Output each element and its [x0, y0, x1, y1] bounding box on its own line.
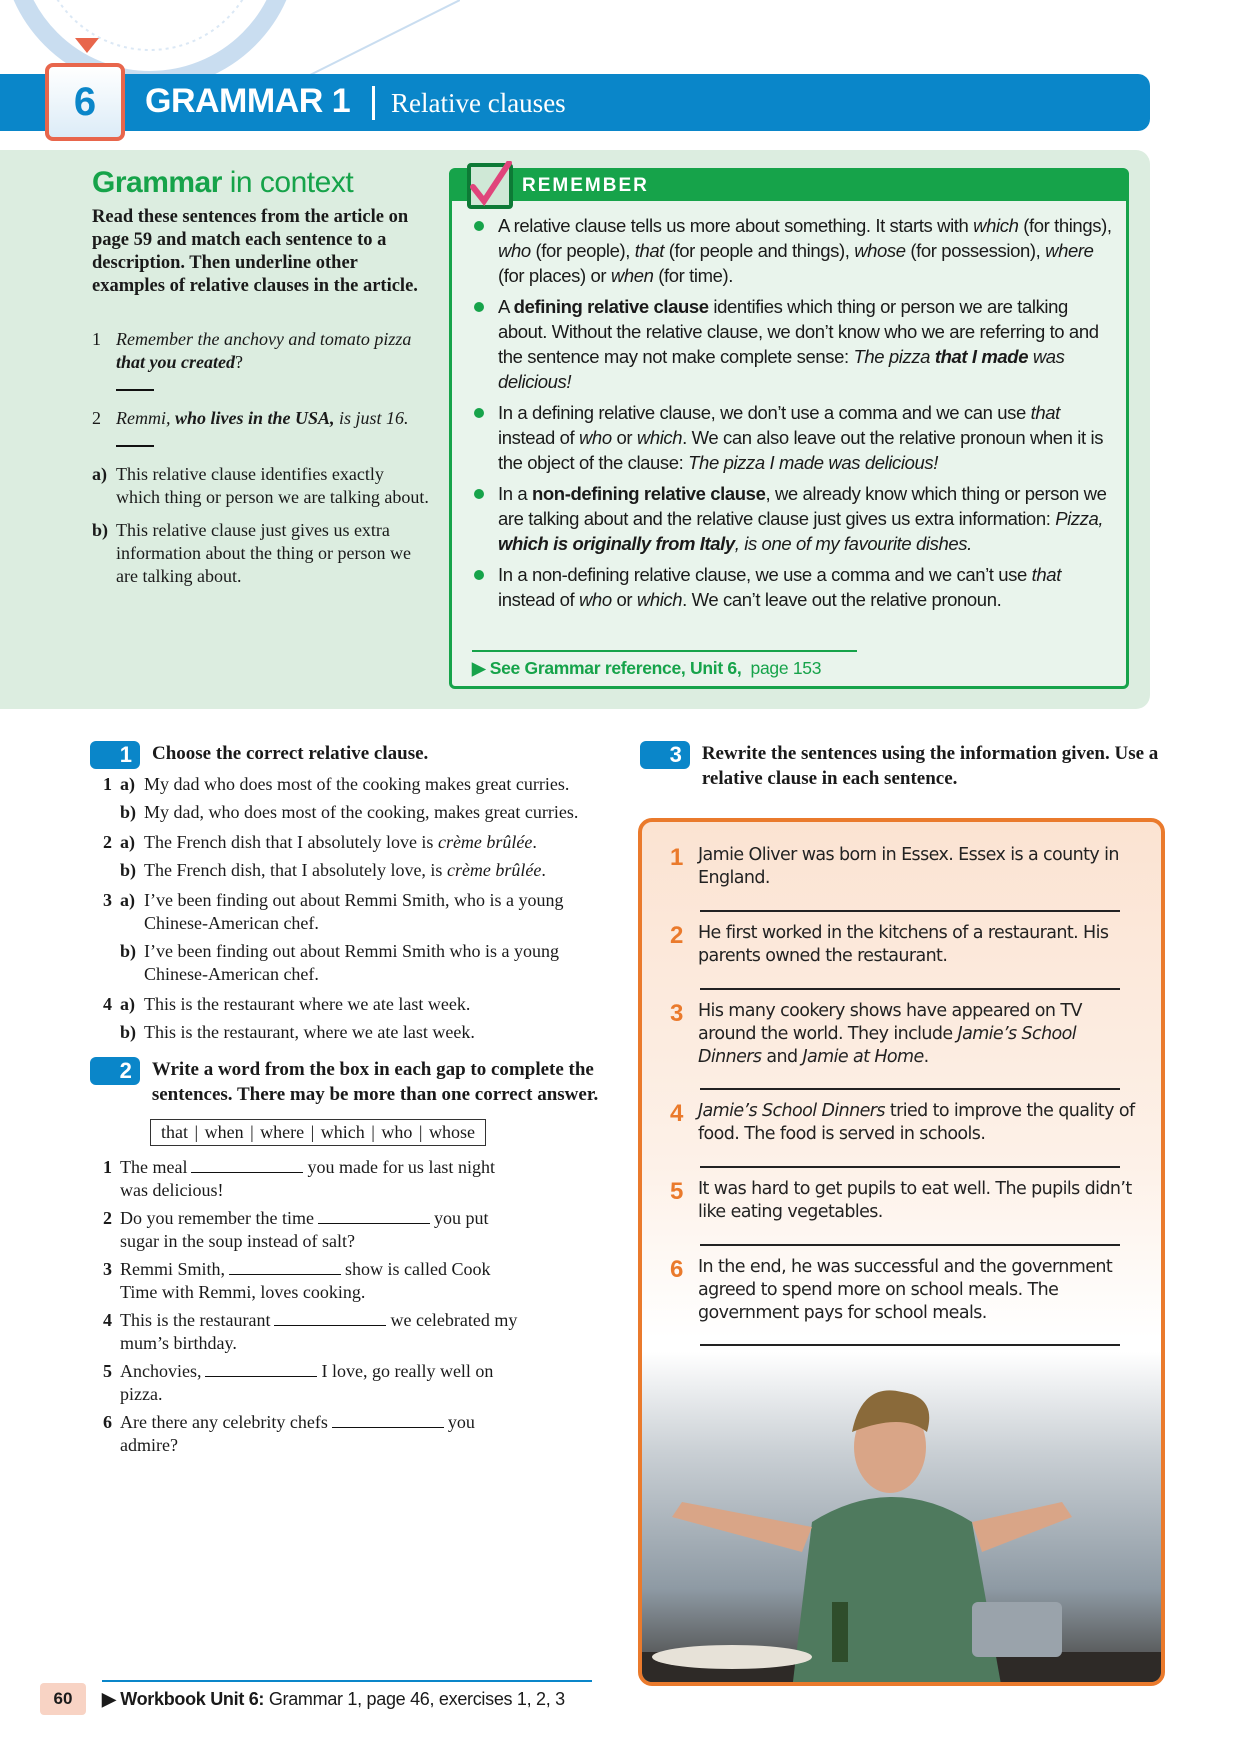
- emphasis-text: Jamie at Home: [802, 1047, 924, 1067]
- item-number: 2: [670, 922, 683, 949]
- option-label: a): [120, 774, 135, 794]
- answer-gap[interactable]: [318, 1210, 430, 1224]
- text-segment: This is the restaurant, where we ate last week.: [144, 1022, 475, 1042]
- rich-text: [498, 294, 1112, 394]
- emphasis-text: who lives in the USA,: [174, 408, 335, 428]
- emphasis-text: was delicious!: [498, 346, 1065, 392]
- emphasis-text: that: [1030, 402, 1060, 423]
- emphasis-text: who: [578, 427, 612, 448]
- rich-text: [498, 400, 1112, 475]
- rich-text: [144, 831, 537, 854]
- emphasis-text: that: [1031, 564, 1061, 585]
- option-label: a): [120, 890, 135, 910]
- rich-text: [698, 1100, 1140, 1146]
- item-number: 5: [670, 1178, 683, 1205]
- emphasis-text: Remember the anchovy and tomato pizza: [116, 329, 412, 349]
- option-label: a): [120, 832, 135, 852]
- answer-line[interactable]: [700, 1244, 1120, 1246]
- context-items: [92, 328, 432, 598]
- remember-bullet: [472, 481, 1112, 556]
- gap-fill-question: [90, 1411, 610, 1457]
- context-title-bold: Grammar: [92, 166, 222, 199]
- answer-option[interactable]: [120, 1021, 475, 1044]
- emphasis-text: crème brûlée: [446, 860, 542, 880]
- answer-blank[interactable]: [116, 433, 154, 447]
- emphasis-text: crème brûlée: [437, 832, 533, 852]
- answer-gap[interactable]: [205, 1363, 317, 1377]
- answer-line[interactable]: [700, 1166, 1120, 1168]
- item-number: 2: [92, 408, 101, 428]
- emphasis-text: Jamie’s School Dinners: [698, 1024, 1077, 1067]
- text-segment: Jamie Oliver was born in Essex. Essex is a county in England.: [698, 845, 1119, 888]
- text-segment: (for things),: [1018, 215, 1112, 236]
- context-title-rest: in context: [221, 166, 354, 199]
- emphasis-text: who: [578, 589, 612, 610]
- rich-text: [144, 889, 610, 935]
- text-segment: (for people and things),: [664, 240, 855, 261]
- emphasis-text: The pizza I made was delicious!: [688, 452, 938, 473]
- exercise-instruction: Write a word from the box in each gap to complete the sentences. There may be more than one correct answer.: [151, 1059, 599, 1105]
- rich-text: [144, 1021, 475, 1044]
- emphasis-text: which: [973, 215, 1019, 236]
- sentence-end: we celebrated my mum’s birthday.: [120, 1310, 518, 1353]
- chef-photo: [642, 1352, 1161, 1686]
- bullet-icon: [474, 570, 484, 580]
- sentence-start: The meal: [120, 1157, 188, 1177]
- text-segment: . We can’t leave out the relative pronoun.: [682, 589, 1002, 610]
- rich-text: [144, 993, 470, 1016]
- question-number: 1: [103, 774, 112, 794]
- emphasis-text: Remmi,: [116, 408, 175, 428]
- answer-option[interactable]: [120, 801, 578, 824]
- rich-text: [498, 562, 1112, 612]
- page-title: GRAMMAR 1: [145, 82, 351, 120]
- remember-bullets: [472, 213, 1112, 618]
- rewrite-item: [670, 1256, 1140, 1325]
- remember-bullet: [472, 294, 1112, 394]
- sentence-start: Remmi Smith,: [120, 1259, 226, 1279]
- exercise-number: 2: [90, 1057, 140, 1085]
- emphasis-text: which is originally from Italy: [498, 533, 735, 554]
- context-sentence: [92, 407, 432, 453]
- text-segment: I’ve been finding out about Remmi Smith, who is a young Chinese-American chef.: [144, 890, 564, 933]
- rich-text: [144, 773, 569, 796]
- question-number: 2: [103, 832, 112, 852]
- answer-option[interactable]: [120, 993, 475, 1016]
- item-number: 4: [670, 1100, 683, 1127]
- exercise-number: 3: [640, 741, 690, 769]
- sentence-start: Are there any celebrity chefs: [120, 1412, 328, 1432]
- bullet-icon: [474, 302, 484, 312]
- bullet-icon: [474, 489, 484, 499]
- divider: [472, 650, 857, 652]
- remember-box: [449, 168, 1129, 689]
- description-text: This relative clause identifies exactly which thing or person we are talking about.: [116, 464, 429, 507]
- footer-divider: [102, 1680, 592, 1682]
- text-segment: In a: [498, 483, 532, 504]
- text-segment: The French dish that I absolutely love is: [144, 832, 438, 852]
- emphasis-text: when: [610, 265, 654, 286]
- text-segment: or: [611, 427, 637, 448]
- question-number: 5: [103, 1361, 112, 1381]
- emphasis-text: that you created: [116, 352, 235, 372]
- exercise-number: 1: [90, 741, 140, 769]
- gap-fill-question: [90, 1360, 610, 1406]
- answer-option[interactable]: [120, 831, 546, 854]
- play-arrow-icon: ▶: [472, 658, 490, 678]
- gap-fill-question: [90, 1207, 610, 1253]
- answer-gap[interactable]: [332, 1414, 444, 1428]
- options: [120, 831, 546, 887]
- answer-line[interactable]: [700, 1088, 1120, 1090]
- sentence-end: I love, go really well on pizza.: [120, 1361, 494, 1404]
- question: [90, 993, 610, 1049]
- description-label: a): [92, 464, 107, 484]
- description-label: b): [92, 520, 109, 540]
- question: [90, 773, 610, 829]
- emphasis-text: whose: [854, 240, 906, 261]
- emphasis-text: where: [1045, 240, 1094, 261]
- rich-text: [144, 859, 546, 882]
- text-segment: , we already know which thing or person we are talking about and the relative clause just gives us extra information:: [498, 483, 1107, 529]
- text-segment: I’ve been finding out about Remmi Smith who is a young Chinese-American chef.: [144, 941, 559, 984]
- sentence-start: Anchovies,: [120, 1361, 202, 1381]
- word-box: that | when | where | which | who | whose: [150, 1119, 486, 1146]
- gap-fill-question: [90, 1258, 610, 1304]
- text-segment: (for places) or: [498, 265, 611, 286]
- question-number: 3: [103, 1259, 112, 1279]
- emphasis-text: non-defining relative clause: [532, 483, 766, 504]
- remember-bullet: [472, 400, 1112, 475]
- context-instructions: Read these sentences from the article on page 59 and match each sentence to a description. Then underline other examples of relative clauses in the article.: [92, 207, 418, 296]
- page-number: 60: [40, 1683, 86, 1715]
- item-number: 6: [670, 1256, 683, 1283]
- options: [120, 993, 475, 1049]
- emphasis-text: The pizza: [853, 346, 935, 367]
- option-label: a): [120, 994, 135, 1014]
- play-arrow-icon: ▶: [102, 1689, 121, 1709]
- answer-gap[interactable]: [229, 1261, 341, 1275]
- rich-text: [116, 329, 411, 372]
- context-title: [92, 166, 353, 200]
- sentence-start: Do you remember the time: [120, 1208, 314, 1228]
- text-segment: He first worked in the kitchens of a restaurant. His parents owned the restaurant.: [698, 923, 1109, 966]
- text-segment: (for people),: [530, 240, 635, 261]
- bullet-icon: [474, 408, 484, 418]
- item-number: 3: [670, 1000, 683, 1027]
- question-number: 1: [103, 1157, 112, 1177]
- answer-option[interactable]: [120, 889, 610, 935]
- text-segment: His many cookery shows have appeared on TV around the world. They include: [698, 1001, 1082, 1044]
- option-label: b): [120, 802, 137, 822]
- sentence-end: you admire?: [120, 1412, 475, 1455]
- page-subtitle: Relative clauses: [391, 88, 566, 118]
- gap-fill-question: [90, 1156, 610, 1202]
- emphasis-text: which: [636, 589, 683, 610]
- item-number: 1: [670, 844, 683, 871]
- text-segment: My dad who does most of the cooking makes great curries.: [144, 774, 570, 794]
- emphasis-text: Jamie’s School Dinners: [698, 1101, 885, 1121]
- question-number: 4: [103, 994, 112, 1014]
- text-segment: This is the restaurant where we ate last week.: [144, 994, 471, 1014]
- option-label: b): [120, 860, 137, 880]
- emphasis-text: is just 16.: [334, 408, 409, 428]
- workbook-detail: Grammar 1, page 46, exercises 1, 2, 3: [264, 1689, 565, 1709]
- rewrite-item: [670, 844, 1140, 890]
- question-number: 6: [103, 1412, 112, 1432]
- rich-text: [144, 940, 610, 986]
- emphasis-text: that: [634, 240, 665, 261]
- answer-option[interactable]: [120, 773, 578, 796]
- grammar-reference-link[interactable]: [472, 658, 821, 679]
- question-number: 4: [103, 1310, 112, 1330]
- text-segment: In the end, he was successful and the government agreed to spend more on school meals. The government pays for school meals.: [698, 1257, 1113, 1323]
- options: [120, 773, 578, 829]
- unit-number: 6: [45, 63, 125, 141]
- description: [92, 463, 432, 509]
- text-segment: identifies which thing or person we are talking about. Without the relative clause, we don’t know who we are referring to and the sentence may not make complete sense:: [498, 296, 1099, 367]
- rich-text: [698, 1256, 1140, 1325]
- answer-line[interactable]: [700, 988, 1120, 990]
- answer-option[interactable]: [120, 940, 610, 986]
- text-segment: (for possession),: [905, 240, 1046, 261]
- option-label: b): [120, 941, 137, 961]
- text-segment: or: [611, 589, 637, 610]
- answer-line[interactable]: [700, 1344, 1120, 1346]
- link-label: See Grammar reference, Unit 6,: [489, 658, 742, 678]
- rich-text: [698, 922, 1140, 968]
- title-divider: [372, 86, 375, 120]
- workbook-reference: [102, 1689, 565, 1710]
- rich-text: [698, 1178, 1140, 1224]
- exercise-instruction: Choose the correct relative clause.: [152, 743, 429, 764]
- emphasis-text: , is one of my favourite dishes.: [734, 533, 972, 554]
- rewrite-item: [670, 1100, 1140, 1146]
- rewrite-box: [638, 818, 1165, 1686]
- rich-text: [498, 481, 1112, 556]
- text-segment: In a defining relative clause, we don’t use a comma and we can use: [498, 402, 1031, 423]
- rich-text: [698, 844, 1140, 890]
- option-label: b): [120, 1022, 137, 1042]
- rich-text: [116, 408, 409, 428]
- emphasis-text: Pizza,: [1055, 508, 1104, 529]
- question: [90, 889, 610, 991]
- text-segment: In a non-defining relative clause, we use a comma and we can’t use: [498, 564, 1032, 585]
- exercise-instruction: Rewrite the sentences using the information given. Use a relative clause in each sentence.: [701, 743, 1159, 789]
- text-segment: instead of: [498, 427, 579, 448]
- link-page: page 153: [750, 658, 822, 678]
- remember-bullet: [472, 562, 1112, 612]
- text-segment: It was hard to get pupils to eat well. The pupils didn’t like eating vegetables.: [698, 1179, 1132, 1222]
- emphasis-text: who: [498, 240, 531, 261]
- text-segment: The French dish, that I absolutely love, is: [144, 860, 447, 880]
- item-number: 1: [92, 329, 101, 349]
- answer-option[interactable]: [120, 859, 546, 882]
- text-segment: My dad, who does most of the cooking, makes great curries.: [144, 802, 579, 822]
- rewrite-item: [670, 1000, 1140, 1069]
- exercise-1: [90, 741, 610, 1462]
- description-text: This relative clause just gives us extra information about the thing or person we are talking about.: [116, 520, 411, 586]
- answer-gap[interactable]: [191, 1159, 303, 1173]
- text-segment: . We can also leave out the relative pronoun when it is the object of the clause:: [498, 427, 1104, 473]
- workbook-label: Workbook Unit 6:: [120, 1689, 265, 1709]
- text-segment: A: [498, 296, 514, 317]
- arrow-marker-icon: [75, 38, 99, 53]
- sentence-end: you put sugar in the soup instead of salt?: [120, 1208, 489, 1251]
- gap-fill-question: [90, 1309, 610, 1355]
- description: [92, 519, 432, 588]
- sentence-end: you made for us last night was delicious!: [120, 1157, 495, 1200]
- options: [120, 889, 610, 991]
- text-segment: A relative clause tells us more about something. It starts with: [498, 215, 974, 236]
- text-segment: ?: [235, 352, 243, 372]
- answer-gap[interactable]: [274, 1312, 386, 1326]
- text-segment: tried to improve the quality of food. The food is served in schools.: [698, 1101, 1135, 1144]
- exercise-1-items: [90, 773, 610, 1049]
- bullet-icon: [474, 221, 484, 231]
- remember-heading: REMEMBER: [452, 171, 1126, 201]
- rich-text: [498, 213, 1112, 288]
- text-segment: and: [761, 1047, 803, 1067]
- rewrite-item: [670, 922, 1140, 968]
- exercise-2-items: [90, 1156, 610, 1457]
- sentence-end: show is called Cook Time with Remmi, loves cooking.: [120, 1259, 491, 1302]
- rich-text: [144, 801, 578, 824]
- checkmark-icon: [467, 163, 513, 209]
- text-segment: instead of: [498, 589, 579, 610]
- question-number: 3: [103, 890, 112, 910]
- rich-text: [698, 1000, 1140, 1069]
- text-segment: .: [923, 1047, 929, 1067]
- context-sentence: [92, 328, 432, 397]
- remember-bullet: [472, 213, 1112, 288]
- text-segment: (for time).: [653, 265, 733, 286]
- answer-line[interactable]: [700, 910, 1120, 912]
- text-segment: .: [532, 832, 537, 852]
- answer-blank[interactable]: [116, 377, 154, 391]
- question-number: 2: [103, 1208, 112, 1228]
- emphasis-text: that I made: [934, 346, 1029, 367]
- emphasis-text: which: [636, 427, 683, 448]
- sentence-start: This is the restaurant: [120, 1310, 271, 1330]
- exercise-3: [640, 741, 1160, 791]
- rewrite-item: [670, 1178, 1140, 1224]
- question: [90, 831, 610, 887]
- emphasis-text: defining relative clause: [513, 296, 709, 317]
- text-segment: .: [541, 860, 546, 880]
